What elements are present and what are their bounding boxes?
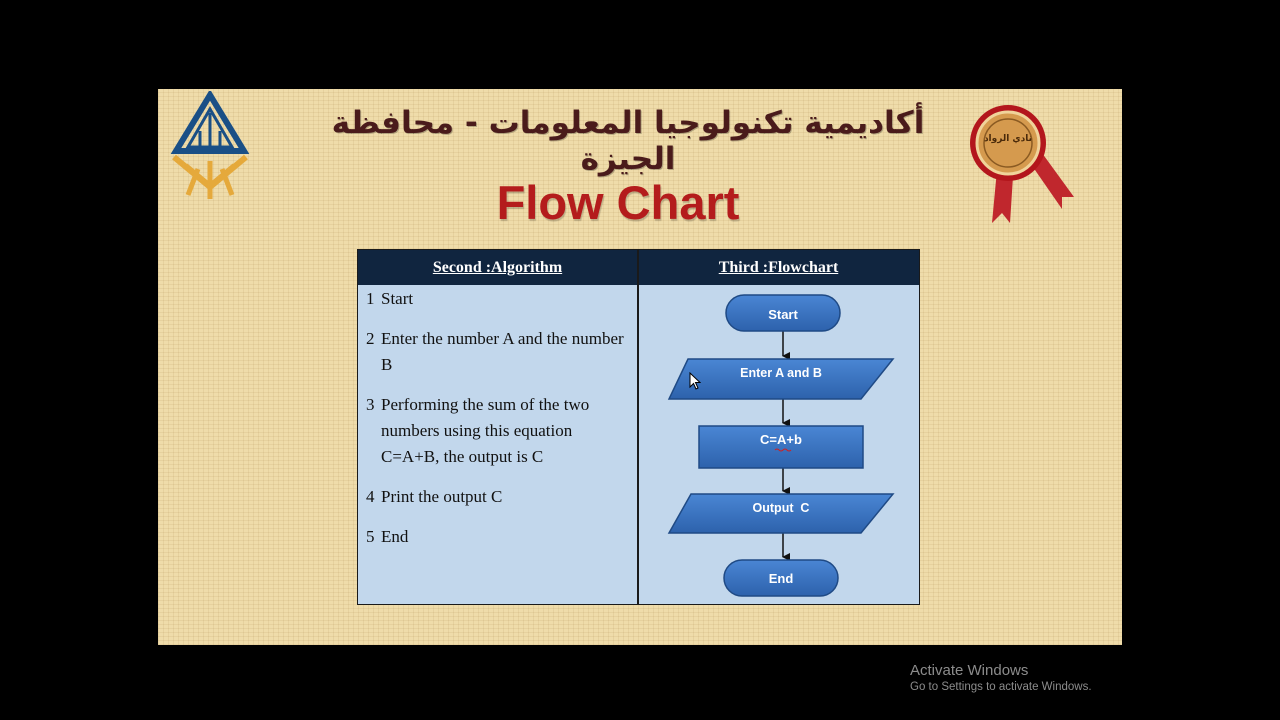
seal-ribbon-icon [970,101,1082,226]
activate-windows-watermark [910,662,1092,693]
process-label: C=A+b [760,432,802,447]
algorithm-step: 1 Start [366,289,414,308]
mouse-cursor-icon [689,372,701,390]
academy-logo-icon [170,91,250,203]
algorithm-step: 5 End [366,527,409,546]
algorithm-step: 3 Performing the sum of the two numbers using this equation C=A+B, the output is C [366,395,590,466]
slide-title: Flow Chart [496,176,740,229]
algorithm-flowchart-table [357,249,920,605]
header-flowchart: Third :Flowchart [638,250,919,285]
seal-text: نادي الرواد [983,134,1033,144]
start-label: Start [768,307,798,322]
end-label: End [768,571,794,586]
algorithm-step: 4 Print the output C [366,487,503,506]
activate-windows-title: Activate Windows [910,662,1029,679]
academy-title-arabic: أكاديمية تكنولوجيا المعلومات - محافظة الجيزة [331,105,925,177]
flowchart-diagram [639,286,920,604]
algorithm-step: 2 Enter the number A and the number B [366,329,624,374]
input-label: Enter A and B [740,366,822,380]
algorithm-steps [366,286,631,564]
header-algorithm: Second :Algorithm [358,250,637,285]
activate-windows-subtitle: Go to Settings to activate Windows. [910,681,1092,693]
output-label: Output C [752,501,810,515]
slide [158,89,1122,645]
